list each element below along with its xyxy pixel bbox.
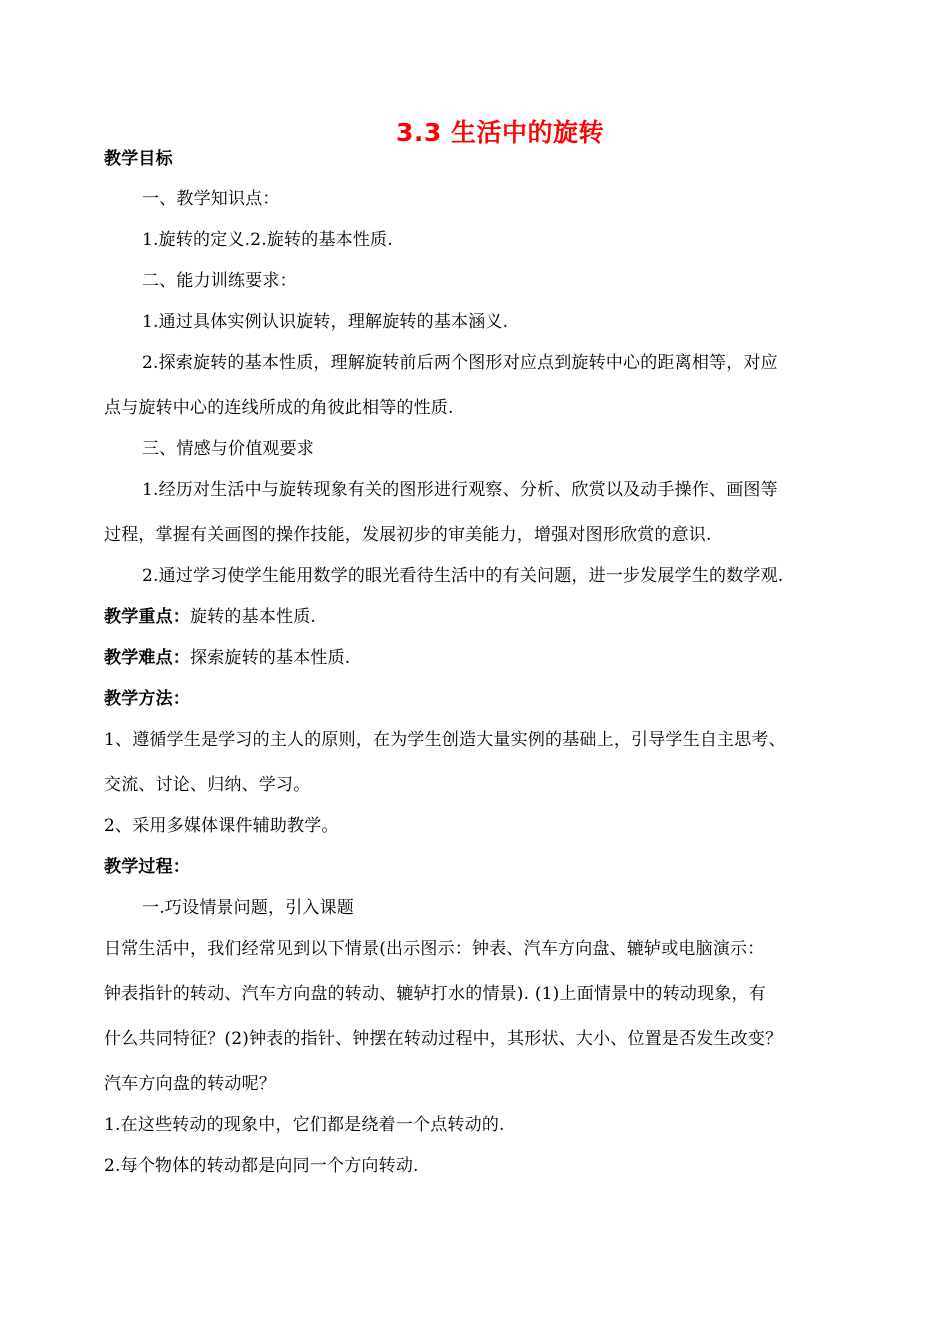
paragraph-ability-1: 1.通过具体实例认识旋转，理解旋转的基本涵义. — [142, 312, 509, 332]
subheading-emotion-values: 三、情感与价值观要求 — [142, 439, 314, 459]
text-difficulty: 探索旋转的基本性质. — [190, 648, 351, 668]
paragraph-ability-2-line1: 2.探索旋转的基本性质，理解旋转前后两个图形对应点到旋转中心的距离相等，对应 — [142, 353, 778, 373]
paragraph-conclusion-2: 2.每个物体的转动都是向同一个方向转动. — [104, 1156, 419, 1176]
label-difficulty: 教学难点： — [104, 648, 190, 668]
subheading-scenario-intro: 一.巧设情景问题，引入课题 — [142, 898, 355, 918]
paragraph-ability-2-line2: 点与旋转中心的连线所成的角彼此相等的性质. — [104, 398, 454, 418]
label-key-point: 教学重点： — [104, 607, 190, 627]
paragraph-method-1-line1: 1、遵循学生是学习的主人的原则，在为学生创造大量实例的基础上，引导学生自主思考、 — [104, 730, 786, 750]
subheading-knowledge-points: 一、教学知识点： — [142, 189, 280, 209]
paragraph-method-2: 2、采用多媒体课件辅助教学。 — [104, 816, 339, 836]
paragraph-difficulty — [104, 645, 864, 672]
paragraph-knowledge-points: 1.旋转的定义.2.旋转的基本性质. — [142, 230, 393, 250]
paragraph-method-1-line2: 交流、讨论、归纳、学习。 — [104, 775, 311, 795]
document-body — [104, 146, 864, 1194]
text-key-point: 旋转的基本性质. — [190, 607, 317, 627]
paragraph-scenario-line4: 汽车方向盘的转动呢？ — [104, 1074, 276, 1094]
paragraph-conclusion-1: 1.在这些转动的现象中，它们都是绕着一个点转动的. — [104, 1115, 505, 1135]
document-title: 3.3 生活中的旋转 — [396, 118, 604, 147]
heading-teaching-methods: 教学方法： — [104, 689, 190, 709]
paragraph-emotion-1-line1: 1.经历对生活中与旋转现象有关的图形进行观察、分析、欣赏以及动手操作、画图等 — [142, 480, 778, 500]
heading-teaching-objectives: 教学目标 — [104, 149, 173, 169]
paragraph-scenario-line2: 钟表指针的转动、汽车方向盘的转动、辘轳打水的情景). (1)上面情景中的转动现象，有 — [104, 984, 766, 1004]
paragraph-scenario-line3: 什么共同特征？(2)钟表的指针、钟摆在转动过程中，其形状、大小、位置是否发生改变？ — [104, 1029, 783, 1049]
heading-teaching-process: 教学过程： — [104, 857, 190, 877]
subheading-ability-requirements: 二、能力训练要求： — [142, 271, 297, 291]
paragraph-emotion-2: 2.通过学习使学生能用数学的眼光看待生活中的有关问题，进一步发展学生的数学观. — [142, 566, 784, 586]
paragraph-key-point — [104, 604, 864, 631]
paragraph-scenario-line1: 日常生活中，我们经常见到以下情景(出示图示：钟表、汽车方向盘、辘轳或电脑演示： — [104, 939, 765, 959]
paragraph-emotion-1-line2: 过程，掌握有关画图的操作技能，发展初步的审美能力，增强对图形欣赏的意识. — [104, 525, 712, 545]
